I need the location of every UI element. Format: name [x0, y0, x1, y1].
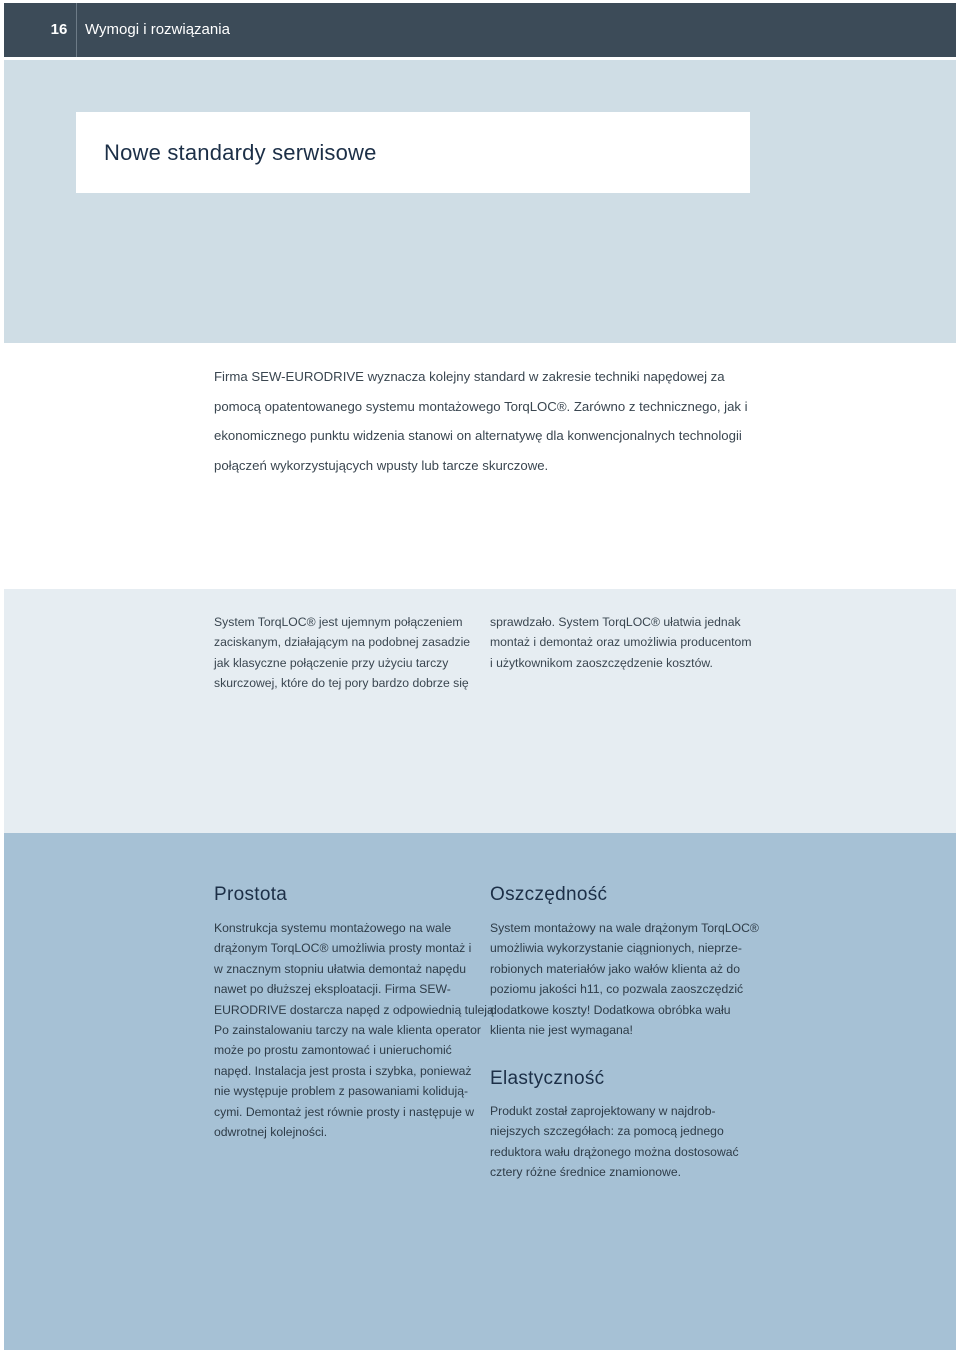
text-line: nawet po dłuższej eksploatacji. Firma SEW-	[214, 982, 451, 997]
text-line: Po zainstalowaniu tarczy na wale klienta operator	[214, 1023, 481, 1038]
heading-oszczednosc: Oszczędność	[490, 884, 608, 905]
prostota-text	[214, 918, 498, 1142]
text-line: skurczowej, które do tej pory bardzo dobrze się	[214, 676, 469, 691]
intro-line: ekonomicznego punktu widzenia stanowi on alternatywę dla konwencjonalnych technologii	[214, 428, 742, 443]
text-line: cztery różne średnice znamionowe.	[490, 1165, 682, 1180]
text-line: System montażowy na wale drążonym TorqLOC®	[490, 921, 759, 935]
text-line: cymi. Demontaż jest równie prosty i następuje w	[214, 1104, 475, 1119]
intro-line: Firma SEW-EURODRIVE wyznacza kolejny standard w zakresie techniki napędowej za	[214, 369, 725, 384]
page-number: 16	[50, 21, 68, 38]
intro-line: połączeń wykorzystujących wpusty lub tarcze skurczowe.	[214, 457, 549, 473]
top-band	[4, 60, 956, 343]
description-left-column	[214, 612, 476, 694]
text-line: poziomu jakości h11, co pozwala zaoszczędzić	[490, 982, 744, 997]
intro-line: pomocą opatentowanego systemu montażowego TorqLOC®. Zarówno z technicznego, jak i	[214, 398, 748, 414]
title-box	[76, 112, 750, 193]
text-line: jak klasyczne połączenie przy użyciu tarczy	[214, 655, 449, 670]
features-band	[4, 833, 956, 1350]
intro-paragraph	[214, 362, 794, 480]
text-line: zaciskanym, działającym na podobnej zasadzie	[214, 635, 471, 650]
text-line: w znacznym stopniu ułatwia demontaż napędu	[214, 961, 467, 976]
text-line: umożliwia wykorzystanie ciągnionych, nieprze-	[490, 941, 742, 956]
text-line: klienta nie jest wymagana!	[490, 1023, 633, 1038]
text-line: może po prostu zamontować i unieruchomić	[214, 1043, 452, 1058]
page-title: Nowe standardy serwisowe	[104, 140, 377, 165]
text-line: Konstrukcja systemu montażowego na wale	[214, 921, 452, 935]
text-line: i użytkownikom zaoszczędzenie kosztów.	[490, 655, 713, 670]
heading-prostota: Prostota	[214, 884, 288, 905]
description-right-column	[490, 612, 756, 673]
heading-elastycznosc: Elastyczność	[490, 1068, 605, 1089]
text-line: nie występuje problem z pasowaniami kolidują-	[214, 1084, 469, 1099]
elastycznosc-text	[490, 1101, 756, 1183]
text-line: niejszych szczegółach: za pomocą jednego	[490, 1124, 724, 1139]
text-line: drążonym TorqLOC® umożliwia prosty montaż i	[214, 941, 472, 956]
text-line: Produkt został zaprojektowany w najdrob-	[490, 1104, 716, 1118]
section-title: Wymogi i rozwiązania	[85, 21, 230, 38]
text-line: robionych materiałów jako wałów klienta aż do	[490, 961, 740, 976]
text-line: sprawdzało. System TorqLOC® ułatwia jednak	[490, 615, 741, 629]
description-band	[4, 589, 956, 833]
text-line: montaż i demontaż oraz umożliwia producentom	[490, 635, 752, 650]
oszczednosc-text	[490, 918, 759, 1040]
text-line: reduktora wału drążonego można dostosować	[490, 1144, 739, 1159]
text-line: dodatkowe koszty! Dodatkowa obróbka wału	[490, 1002, 731, 1017]
text-line: EURODRIVE dostarcza napęd z odpowiednią tuleją.	[214, 1002, 498, 1017]
header-divider	[76, 3, 77, 57]
text-line: napęd. Instalacja jest prosta i szybka, ponieważ	[214, 1063, 472, 1078]
text-line: odwrotnej kolejności.	[214, 1125, 328, 1140]
text-line: System TorqLOC® jest ujemnym połączeniem	[214, 615, 463, 629]
